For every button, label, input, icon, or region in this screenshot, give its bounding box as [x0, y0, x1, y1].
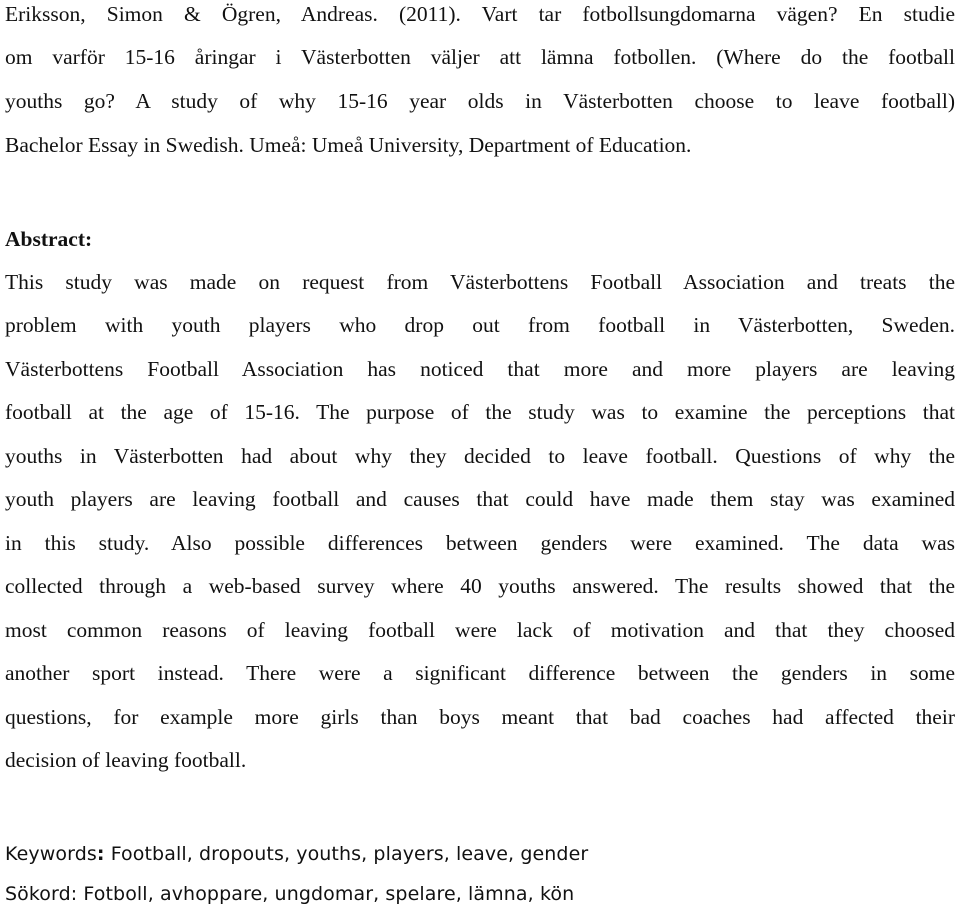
sokord-values: Fotboll, avhoppare, ungdomar, spelare, lämna, kön — [77, 883, 575, 905]
abstract-line-4: football at the age of 15-16. The purpose of the study was to examine the perceptions that — [5, 400, 955, 424]
abstract-line-11: questions, for example more girls than boys meant that bad coaches had affected their — [5, 705, 955, 729]
abstract-line-9: most common reasons of leaving football were lack of motivation and that they choosed — [5, 618, 955, 642]
abstract-line-5: youths in Västerbotten had about why they decided to leave football. Questions of why the — [5, 444, 955, 468]
abstract-line-10: another sport instead. There were a significant difference between the genders in some — [5, 661, 955, 685]
abstract-line-8: collected through a web-based survey where 40 youths answered. The results showed that the — [5, 574, 955, 598]
abstract-line-2: problem with youth players who drop out from football in Västerbotten, Sweden. — [5, 313, 955, 337]
citation-line-3: youths go? A study of why 15-16 year olds in Västerbotten choose to leave football) — [5, 89, 955, 113]
citation-line-1: Eriksson, Simon & Ögren, Andreas. (2011). Vart tar fotbollsungdomarna vägen? En studie — [5, 2, 955, 26]
citation-line-2: om varför 15-16 åringar i Västerbotten väljer att lämna fotbollen. (Where do the football — [5, 45, 955, 69]
keywords-colon: : — [96, 843, 105, 865]
abstract-line-7: in this study. Also possible differences between genders were examined. The data was — [5, 531, 955, 555]
abstract-line-12: decision of leaving football. — [5, 748, 247, 772]
citation-line-4: Bachelor Essay in Swedish. Umeå: Umeå University, Department of Education. — [5, 133, 692, 157]
keywords-label: Keywords — [5, 843, 97, 865]
abstract-line-6: youth players are leaving football and causes that could have made them stay was examined — [5, 487, 955, 511]
keywords-line — [5, 840, 955, 868]
sokord-line — [5, 880, 955, 908]
abstract-line-1: This study was made on request from Västerbottens Football Association and treats the — [5, 270, 955, 294]
abstract-heading: Abstract: — [5, 227, 93, 251]
sokord-label: Sökord: — [5, 883, 78, 905]
abstract-line-3: Västerbottens Football Association has noticed that more and more players are leaving — [5, 357, 955, 381]
keywords-values: Football, dropouts, youths, players, leave, gender — [104, 843, 589, 865]
